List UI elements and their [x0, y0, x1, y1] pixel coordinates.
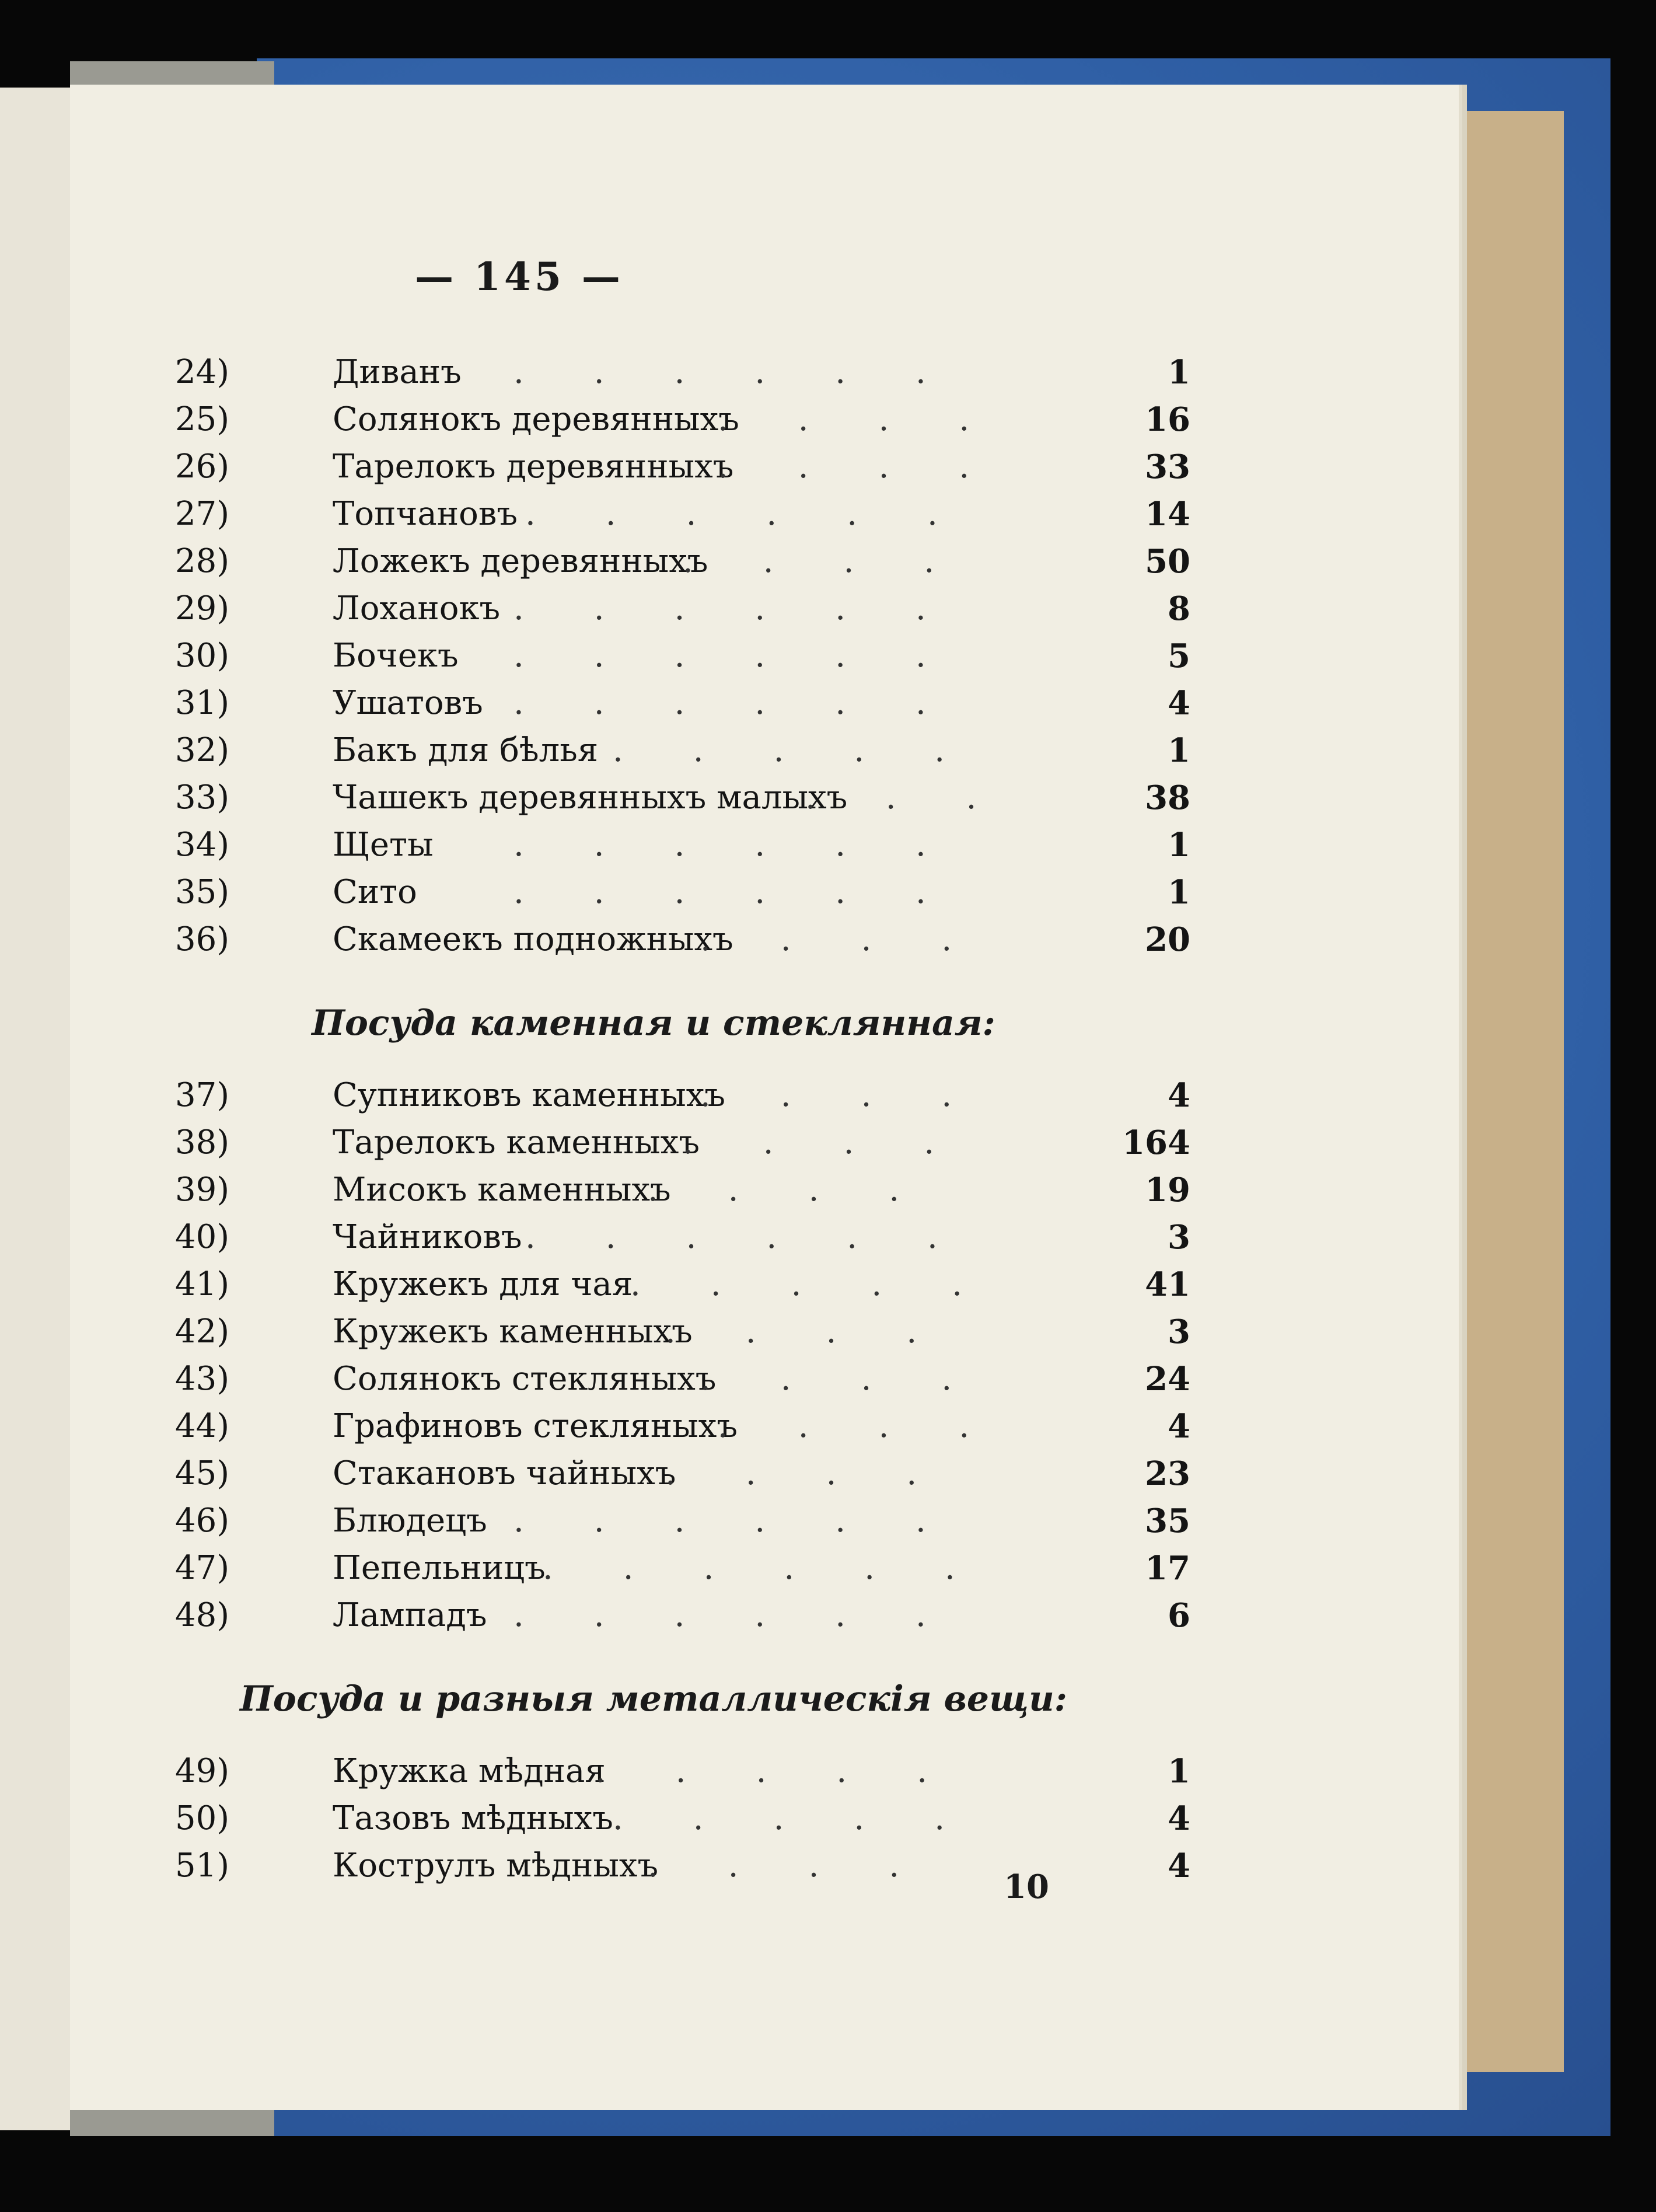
- item-name: Кострулъ мѣдныхъ: [333, 1847, 659, 1885]
- item-quantity: 24: [1145, 1360, 1190, 1398]
- item-number: 42): [175, 1313, 230, 1351]
- inventory-row: [70, 1218, 1237, 1265]
- item-number: 48): [175, 1596, 230, 1634]
- item-quantity: 1: [1168, 1752, 1190, 1791]
- leader-dots: ....: [700, 1360, 1022, 1398]
- item-quantity: 164: [1122, 1124, 1190, 1162]
- inventory-row: [70, 400, 1237, 447]
- leader-dots: ....: [718, 400, 1040, 438]
- item-number: 34): [175, 826, 230, 864]
- item-name: Бакъ для бѣлья: [333, 731, 599, 769]
- page-number: — 145 —: [415, 254, 624, 299]
- item-name: Кружекъ каменныхъ: [333, 1313, 693, 1351]
- leader-dots: ....: [683, 542, 1005, 580]
- item-number: 38): [175, 1124, 230, 1161]
- inventory-row: [70, 1502, 1237, 1548]
- item-number: 25): [175, 400, 230, 438]
- leader-dots: ......: [513, 1596, 996, 1634]
- item-quantity: 1: [1168, 353, 1190, 392]
- item-name: Кружка мѣдная: [333, 1752, 606, 1790]
- leader-dots: ....: [648, 1171, 970, 1209]
- item-quantity: 50: [1145, 542, 1190, 581]
- leader-dots: ....: [718, 448, 1040, 486]
- inventory-row: [70, 637, 1237, 683]
- signature-mark: 10: [1004, 1868, 1049, 1906]
- inventory-row: [70, 1076, 1237, 1123]
- item-quantity: 4: [1168, 1407, 1190, 1446]
- item-number: 46): [175, 1502, 230, 1540]
- item-number: 45): [175, 1454, 230, 1492]
- item-name: Сито: [333, 873, 417, 911]
- item-name: Блюдецъ: [333, 1502, 487, 1540]
- item-number: 49): [175, 1752, 230, 1790]
- item-name: Лоханокъ: [333, 589, 501, 627]
- inventory-row: [70, 731, 1237, 778]
- item-number: 27): [175, 495, 230, 533]
- leader-dots: .....: [595, 1752, 998, 1790]
- inventory-row: [70, 1596, 1237, 1643]
- item-number: 31): [175, 684, 230, 722]
- leader-dots: ....: [718, 1407, 1040, 1445]
- item-name: Щеты: [333, 826, 434, 864]
- leader-dots: ....: [683, 1124, 1005, 1161]
- item-name: Стакановъ чайныхъ: [333, 1454, 676, 1492]
- item-quantity: 1: [1168, 731, 1190, 770]
- item-name: Солянокъ стекляныхъ: [333, 1360, 717, 1398]
- section-heading: Посуда и разныя металлическія вещи:: [240, 1679, 1067, 1719]
- item-quantity: 35: [1145, 1502, 1190, 1540]
- inventory-row: [70, 1454, 1237, 1501]
- item-quantity: 4: [1168, 684, 1190, 723]
- item-quantity: 33: [1145, 448, 1190, 486]
- item-quantity: 5: [1168, 637, 1190, 675]
- item-quantity: 4: [1168, 1076, 1190, 1115]
- item-number: 39): [175, 1171, 230, 1209]
- item-number: 33): [175, 779, 230, 817]
- leader-dots: ....: [700, 920, 1022, 958]
- item-name: Графиновъ стекляныхъ: [333, 1407, 738, 1445]
- item-number: 32): [175, 731, 230, 769]
- leader-dots: ......: [513, 684, 996, 722]
- item-quantity: 23: [1145, 1454, 1190, 1493]
- leader-dots: ......: [525, 1218, 1008, 1256]
- inventory-row: [70, 1407, 1237, 1454]
- inventory-row: [70, 495, 1237, 542]
- item-quantity: 19: [1145, 1171, 1190, 1209]
- item-name: Пепельницъ: [333, 1549, 546, 1587]
- leader-dots: ....: [648, 1847, 970, 1885]
- leader-dots: ......: [513, 589, 996, 627]
- item-name: Кружекъ для чая: [333, 1265, 633, 1303]
- inventory-row: [70, 1313, 1237, 1359]
- leader-dots: ......: [543, 1549, 1025, 1587]
- item-quantity: 8: [1168, 589, 1190, 628]
- item-number: 37): [175, 1076, 230, 1114]
- inventory-row: [70, 448, 1237, 494]
- inventory-row: [70, 1124, 1237, 1170]
- item-quantity: 20: [1145, 920, 1190, 959]
- leader-dots: ......: [513, 637, 996, 675]
- item-number: 24): [175, 353, 230, 391]
- leader-dots: .....: [613, 1799, 1015, 1837]
- item-name: Супниковъ каменныхъ: [333, 1076, 725, 1114]
- item-number: 29): [175, 589, 230, 627]
- inventory-row: [70, 684, 1237, 731]
- item-name: Тарелокъ деревянныхъ: [333, 448, 734, 486]
- leader-dots: ...: [805, 779, 1047, 817]
- item-name: Лампадъ: [333, 1596, 487, 1634]
- leader-dots: ......: [525, 495, 1008, 533]
- item-quantity: 16: [1145, 400, 1190, 439]
- item-number: 30): [175, 637, 230, 675]
- leader-dots: ......: [513, 353, 996, 391]
- section-heading: Посуда каменная и стеклянная:: [312, 1003, 995, 1044]
- inventory-row: [70, 920, 1237, 967]
- item-quantity: 4: [1168, 1799, 1190, 1838]
- item-quantity: 3: [1168, 1218, 1190, 1257]
- item-number: 43): [175, 1360, 230, 1398]
- item-name: Скамеекъ подножныхъ: [333, 920, 733, 958]
- item-quantity: 1: [1168, 873, 1190, 912]
- inventory-row: [70, 1752, 1237, 1799]
- inventory-row: [70, 873, 1237, 920]
- item-number: 36): [175, 920, 230, 958]
- item-quantity: 1: [1168, 826, 1190, 864]
- item-name: Солянокъ деревянныхъ: [333, 400, 739, 438]
- item-name: Чайниковъ: [333, 1218, 522, 1256]
- item-name: Топчановъ: [333, 495, 518, 533]
- inventory-row: [70, 1847, 1237, 1893]
- leader-dots: ......: [513, 826, 996, 864]
- item-name: Тазовъ мѣдныхъ: [333, 1799, 613, 1837]
- item-number: 51): [175, 1847, 230, 1885]
- item-number: 28): [175, 542, 230, 580]
- leader-dots: .....: [613, 731, 1015, 769]
- item-quantity: 14: [1145, 495, 1190, 533]
- item-name: Чашекъ деревянныхъ малыхъ: [333, 779, 848, 817]
- item-quantity: 4: [1168, 1847, 1190, 1885]
- inventory-row: [70, 1799, 1237, 1846]
- item-number: 26): [175, 448, 230, 486]
- inventory-row: [70, 589, 1237, 636]
- inventory-row: [70, 779, 1237, 825]
- inventory-row: [70, 353, 1237, 400]
- leader-dots: ....: [665, 1454, 987, 1492]
- item-number: 47): [175, 1549, 230, 1587]
- item-name: Мисокъ каменныхъ: [333, 1171, 671, 1209]
- item-number: 35): [175, 873, 230, 911]
- inventory-row: [70, 1549, 1237, 1596]
- item-number: 44): [175, 1407, 230, 1445]
- item-number: 40): [175, 1218, 230, 1256]
- leader-dots: ....: [665, 1313, 987, 1351]
- item-name: Ушатовъ: [333, 684, 483, 722]
- item-name: Ложекъ деревянныхъ: [333, 542, 708, 580]
- item-name: Тарелокъ каменныхъ: [333, 1124, 700, 1161]
- previous-page-edge: [0, 88, 74, 2130]
- item-quantity: 41: [1145, 1265, 1190, 1304]
- leader-dots: ......: [513, 1502, 996, 1540]
- item-number: 41): [175, 1265, 230, 1303]
- leader-dots: ....: [700, 1076, 1022, 1114]
- inventory-row: [70, 1265, 1237, 1312]
- item-name: Диванъ: [333, 353, 462, 391]
- leader-dots: ......: [513, 873, 996, 911]
- item-quantity: 6: [1168, 1596, 1190, 1635]
- item-number: 50): [175, 1799, 230, 1837]
- inventory-row: [70, 542, 1237, 589]
- item-quantity: 3: [1168, 1313, 1190, 1351]
- inventory-row: [70, 1171, 1237, 1217]
- book-page: [70, 85, 1459, 2110]
- item-name: Бочекъ: [333, 637, 459, 675]
- inventory-row: [70, 1360, 1237, 1407]
- item-quantity: 17: [1145, 1549, 1190, 1588]
- item-quantity: 38: [1145, 779, 1190, 817]
- inventory-row: [70, 826, 1237, 873]
- leader-dots: .....: [630, 1265, 1033, 1303]
